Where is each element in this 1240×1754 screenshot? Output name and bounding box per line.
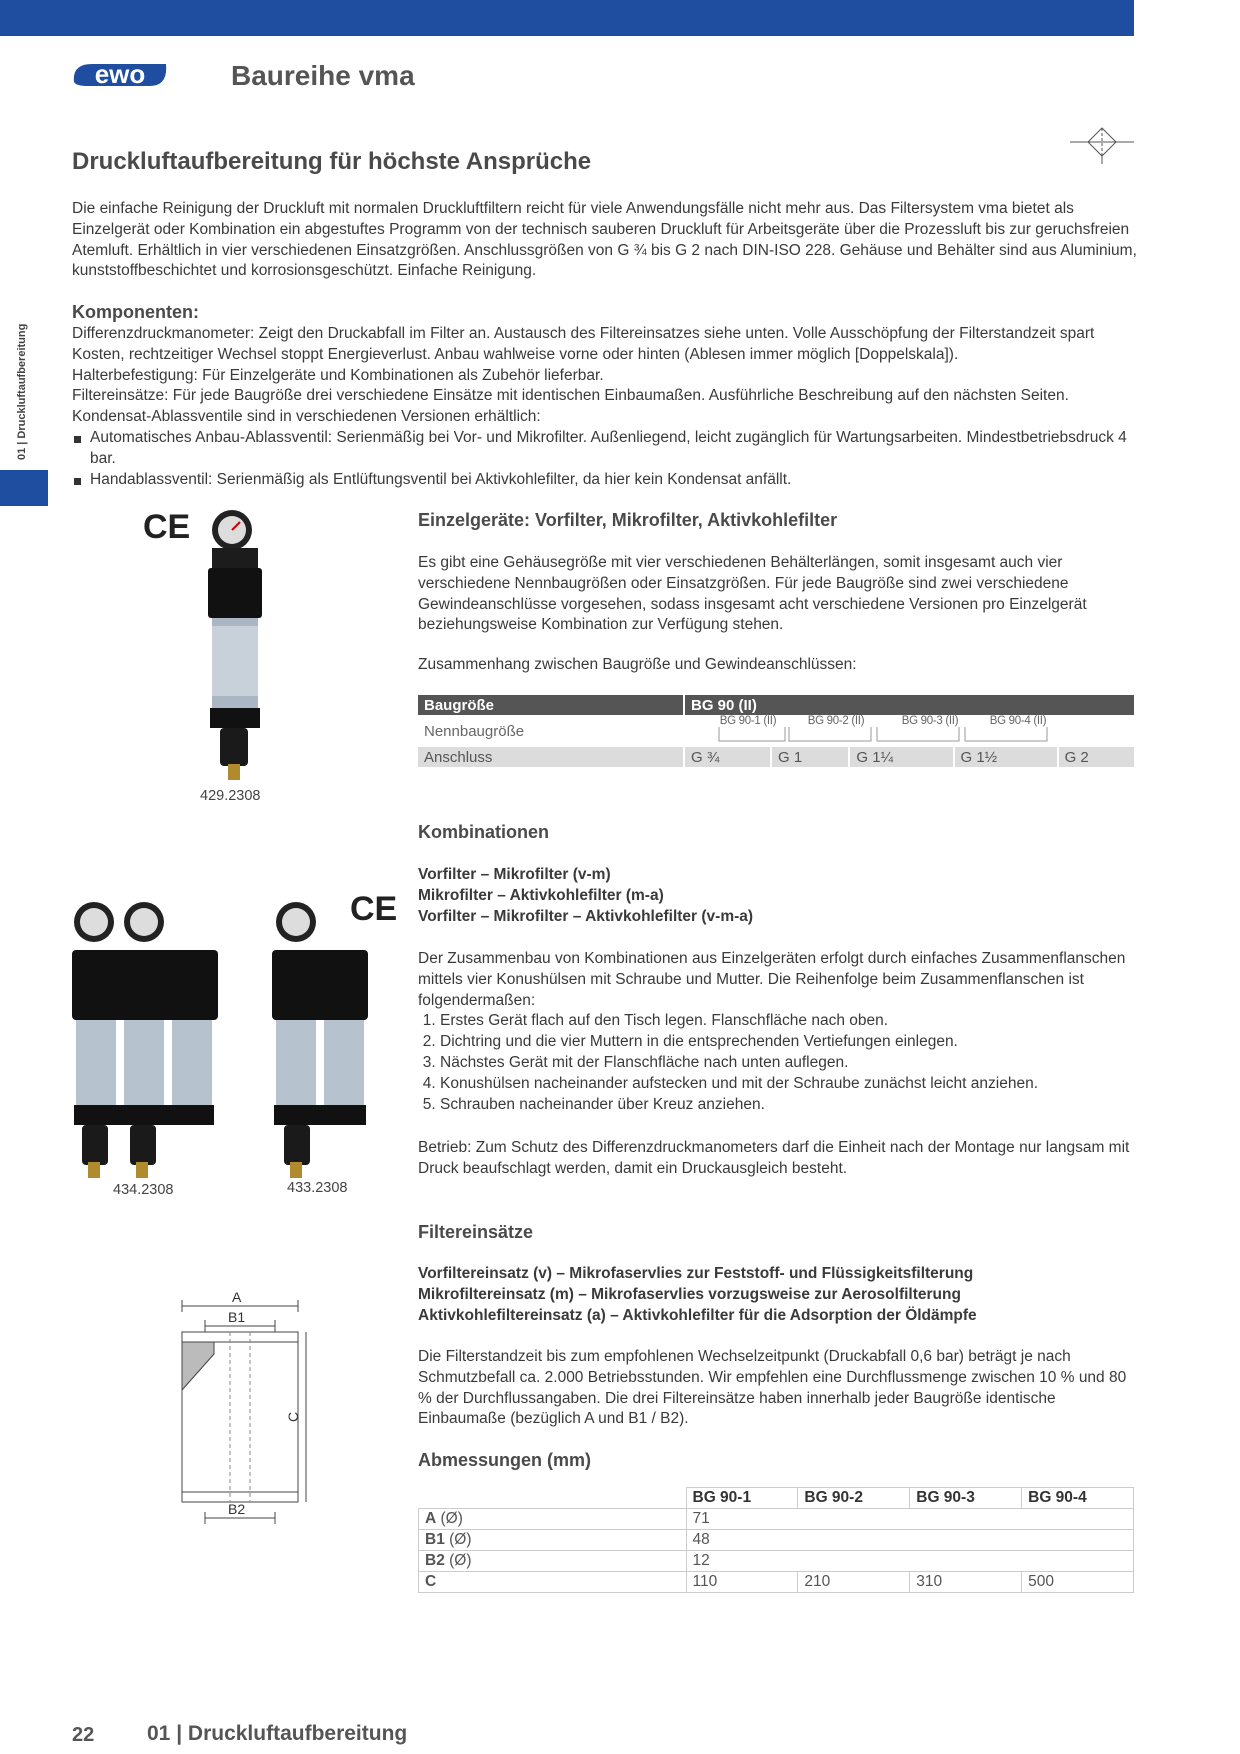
single-devices-text: Es gibt eine Gehäusegröße mit vier verschiedenen Behälterlängen, somit insgesamt auch vier verschiedene Nennbaugrößen oder Einsatzgrößen. Für jede Baugröße sind zwei verschiedene Gewindeanschlüsse vorgesehen, sodass insgesamt acht verschiedene Versionen pro Einzelgerät beziehungsweise Kombination zur Verfügung stehen.: [418, 554, 1087, 634]
combinations-title: Kombinationen: [418, 822, 549, 842]
intro-text: Die einfache Reinigung der Druckluft mit normalen Druckluftfiltern reicht für viele Anwendungsfälle nicht mehr aus. Das Filtersystem vma bietet als Einzelgerät oder Kombination ein abgestuftes Programm von der technisch sauberen Druckluft für Arbeitsgeräte über die Prozessluft bis zur geruchsfreien Atemluft. Erhältlich in vier verschiedenen Einsatzgrößen. Anschlussgrößen von G ¾ bis G 2 nach DIN-ISO 228. Gehäuse und Behälter sind aus Aluminium, kunststoffbeschichtet und korrosionsgeschützt. Einfache Reinigung.: [72, 200, 1137, 280]
table-row: Baugröße BG 90 (II): [418, 695, 1134, 715]
single-filter-image: [198, 508, 268, 784]
footer-section-title: 01 | Druckluftaufbereitung: [147, 1722, 408, 1745]
components-line: Halterbefestigung: Für Einzelgeräte und Kombinationen als Zubehör lieferbar.: [72, 366, 604, 384]
insert-types: Vorfiltereinsatz (v) – Mikrofaservlies zur Feststoff- und Flüssigkeitsfilterung Mikrofiltereinsatz (m) – Mikrofaservlies vorzugsweise zur Aerosolfilterung Aktivkohlefiltereinsatz (a) – Aktivkohlefilter für die Adsorption der Öldämpfe: [418, 1265, 977, 1324]
combination-variants: Vorfilter – Mikrofilter (v-m) Mikrofilter – Aktivkohlefilter (m-a) Vorfilter – Mikrofilter – Aktivkohlefilter (v-m-a): [418, 866, 754, 925]
combinations-text: Der Zusammenbau von Kombinationen aus Einzelgeräten erfolgt durch einfaches Zusammenflanschen mittels vier Konushülsen mit Schraube und Mutter. Die Reihenfolge beim Zusammenflanschen ist folgendermaßen: 1. Erstes Gerät flach auf den Tisch legen. Flanschfläche nach oben. 2. Dichtring und die vier Muttern in die entsprechenden Vertiefungen einlegen. 3. Nächstes Gerät mit der Flanschfläche nach unten auflegen. 4. Konushülsen nacheinander aufstecken und mit der Schraube zunächst leicht anziehen. 5. Schrauben nacheinander über Kreuz anziehen.: [418, 949, 1133, 1115]
assembly-steps: [418, 1011, 1133, 1115]
product-code-combo-left: 434.2308: [113, 1182, 174, 1198]
components-line: Filtereinsätze: Für jede Baugröße drei verschiedene Einsätze mit identischen Einbaumaßen. Ausführliche Beschreibung auf den nächsten Seiten.: [72, 387, 1069, 405]
filter-insert-drawing: [170, 1290, 310, 1530]
components-bullet: Automatisches Anbau-Ablassventil: Serienmäßig bei Vor- und Mikrofilter. Außenliegend, leicht zugänglich für Wartungsarbeiten. Mindestbetriebsdruck 4 bar.: [72, 428, 1137, 470]
product-code-combo-right: 433.2308: [287, 1180, 348, 1196]
relation-text: Zusammenhang zwischen Baugröße und Gewindeanschlüssen:: [418, 656, 857, 673]
ewo-logo: [70, 56, 170, 96]
top-bar: [0, 0, 1134, 36]
dimensions-title: Abmessungen (mm): [418, 1450, 592, 1470]
filter-symbol-icon: [1070, 124, 1134, 170]
list-item: 1. Erstes Gerät flach auf den Tisch legen. Flanschfläche nach oben.: [440, 1011, 1133, 1032]
section-tab-marker: [0, 470, 48, 506]
ce-mark: CE: [350, 890, 398, 928]
single-devices-title: Einzelgeräte: Vorfilter, Mikrofilter, Aktivkohlefilter: [418, 510, 838, 530]
size-bracket-lines: [684, 727, 1134, 743]
svg-text:A: A: [232, 1290, 242, 1305]
table-row: Nennbaugröße BG 90-1 (II) BG 90-2 (II) BG 90-3 (II) BG 90-4 (II): [418, 715, 1134, 747]
svg-text:B2: B2: [228, 1501, 246, 1517]
inserts-text: Die Filterstandzeit bis zum empfohlenen Wechselzeitpunkt (Druckabfall 0,6 bar) beträgt je nach Schmutzbefall ca. 2.000 Betriebsstunden. Wir empfehlen eine Durchflussmenge zwischen 10 % und 80 % der Durchflussangaben. Die drei Filtereinsätze haben innerhalb jeder Baugröße identische Einbaumaße (bezüglich A und B1 / B2).: [418, 1348, 1127, 1428]
product-code-single: 429.2308: [200, 788, 261, 804]
components-line: Kondensat-Ablassventile sind in verschiedenen Versionen erhältlich:: [72, 408, 541, 426]
table-row: BG 90-1 BG 90-2 BG 90-3 BG 90-4: [419, 1488, 1134, 1509]
list-item: 5. Schrauben nacheinander über Kreuz anziehen.: [440, 1095, 1133, 1116]
table-row: B1 (Ø) 48: [419, 1530, 1134, 1551]
list-item: 4. Konushülsen nacheinander aufstecken und mit der Schraube zunächst leicht anziehen.: [440, 1074, 1133, 1095]
list-item: 3. Nächstes Gerät mit der Flanschfläche nach unten auflegen.: [440, 1053, 1133, 1074]
table-row: C 110 210 310 500: [419, 1572, 1134, 1593]
list-item: 2. Dichtring und die vier Muttern in die entsprechenden Vertiefungen einlegen.: [440, 1032, 1133, 1053]
components-title: Komponenten:: [72, 302, 199, 322]
components-body: [72, 324, 1137, 490]
size-thread-table: [418, 695, 1134, 767]
ce-mark: CE: [143, 508, 191, 546]
table-row: B2 (Ø) 12: [419, 1551, 1134, 1572]
page-title: Druckluftaufbereitung für höchste Ansprüche: [72, 148, 592, 175]
dimensions-table: [418, 1487, 1134, 1593]
components-bullet: Handablassventil: Serienmäßig als Entlüftungsventil bei Aktivkohlefilter, da hier kein Kondensat anfällt.: [72, 470, 1137, 491]
series-title: Baureihe vma: [231, 60, 415, 91]
svg-text:C: C: [285, 1411, 301, 1422]
svg-text:ewo: ewo: [94, 59, 146, 89]
components-line: Differenzdruckmanometer: Zeigt den Druckabfall im Filter an. Austausch des Filtereinsatzes siehe unten. Volle Ausschöpfung der Filterstandzeit spart Kosten, rechtzeitiger Wechsel stoppt Energieverlust. Anbau wahlweise vorne oder hinten (Ablesen immer möglich [Doppelskala]).: [72, 325, 1095, 363]
page-number: 22: [72, 1724, 95, 1746]
operation-text: Betrieb: Zum Schutz des Differenzdruckmanometers darf die Einheit nach der Montage nur langsam mit Druck beaufschlagt werden, damit ein Druckausgleich besteht.: [418, 1139, 1130, 1177]
filter-inserts-title: Filtereinsätze: [418, 1222, 534, 1242]
table-row: Anschluss G ¾ G 1 G 1¼ G 1½ G 2: [418, 747, 1134, 767]
table-row: A (Ø) 71: [419, 1509, 1134, 1530]
two-unit-combination-image: [270, 900, 370, 1190]
three-unit-combination-image: [70, 900, 220, 1190]
section-side-label: 01 | Druckluftaufbereitung: [16, 323, 28, 460]
svg-text:B1: B1: [228, 1309, 246, 1325]
